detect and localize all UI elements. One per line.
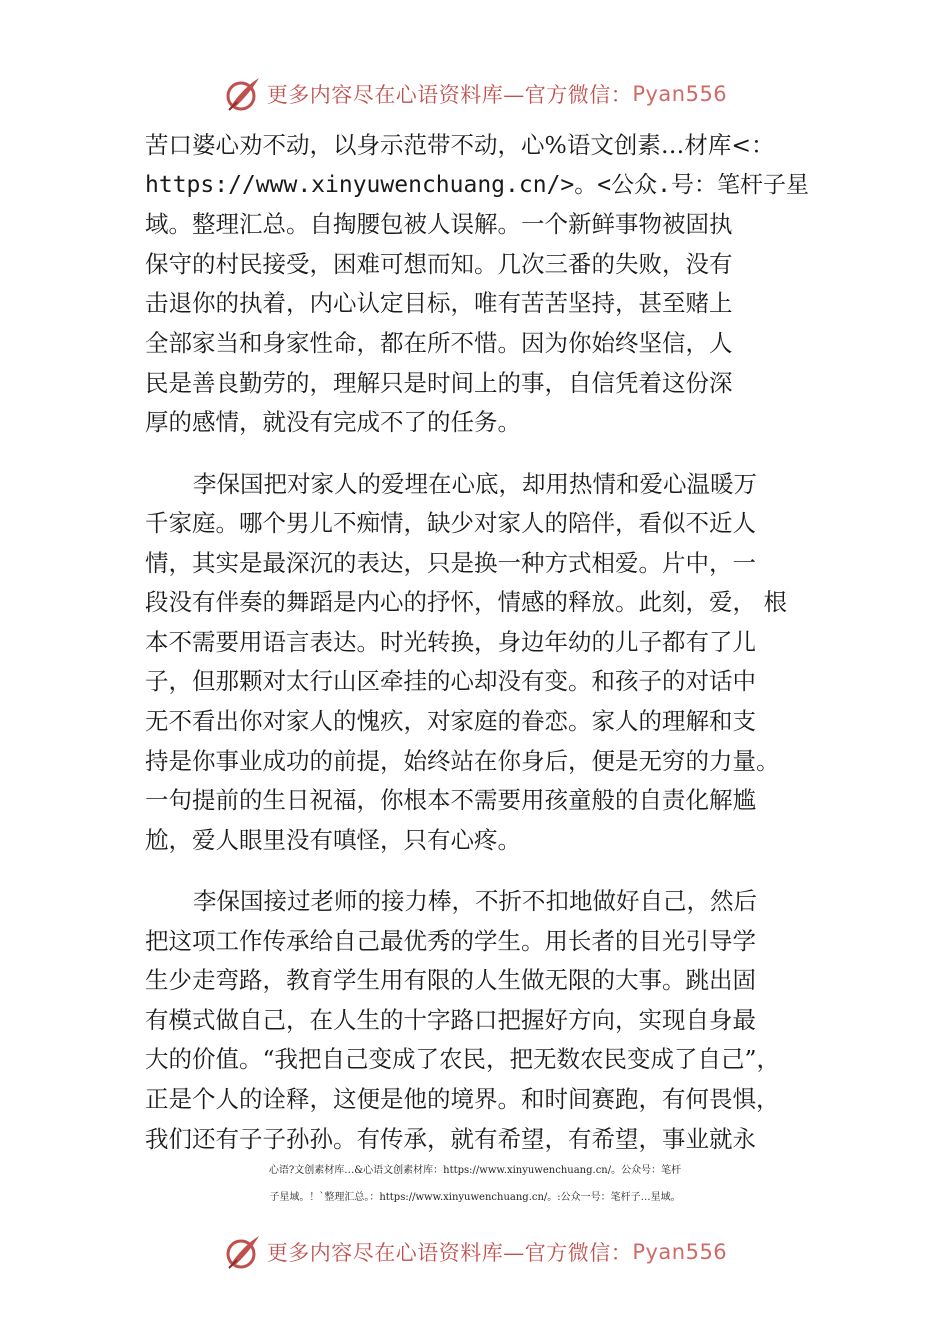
text-line: 有模式做自己，在人生的十字路口把握好方向，实现自身最 (145, 1006, 756, 1034)
text-line: 生少走弯路，教育学生用有限的人生做无限的大事。跳出固 (145, 966, 756, 994)
text-line: 击退你的执着，内心认定目标，唯有苦苦坚持，甚至赌上 (145, 289, 733, 317)
text-line: 全部家当和身家性命，都在所不惜。因为你始终坚信，人 (145, 329, 733, 357)
text-line: 一句提前的生日祝福，你根本不需要用孩童般的自责化解尴 (145, 786, 756, 814)
text-line: 情，其实是最深沉的表达，只是换一种方式相爱。片中，一 (145, 549, 756, 577)
text-line: 尬，爱人眼里没有嗔怪，只有心疼。 (145, 826, 521, 854)
paragraph-start: 李保国把对家人的爱埋在心底，却用热情和爱心温暖万 (193, 470, 757, 498)
text-line: 本不需要用语言表达。时光转换，身边年幼的儿子都有了儿 (145, 628, 756, 656)
text-line: 子，但那颗对太行山区牵挂的心却没有变。和孩子的对话中 (145, 667, 756, 695)
text-line: 苦口婆心劝不动，以身示范带不动，心%语文创素…材库<： (145, 131, 775, 159)
text-line: 保守的村民接受，困难可想而知。几次三番的失败，没有 (145, 250, 733, 278)
footer-note: 子星域。！`整理汇总。：https://www.xinyuwenchuang.cn/。:公众一号：笔杆子…星域。 (269, 1192, 681, 1203)
text-line: 千家庭。哪个男儿不痴情，缺少对家人的陪伴，看似不近人 (145, 509, 756, 537)
wechat-id: Pyan556 (632, 1240, 728, 1264)
text-line: 持是你事业成功的前提，始终站在你身后，便是无穷的力量。 (145, 747, 780, 775)
red-quill-logo-icon (223, 74, 263, 114)
text-line: 大的价值。“我把自己变成了农民，把无数农民变成了自己”， (145, 1045, 781, 1073)
text-line: 正是个人的诠释，这便是他的境界。和时间赛跑，有何畏惧， (145, 1085, 780, 1113)
text-line: 把这项工作传承给自己最优秀的学生。用长者的目光引导学 (145, 927, 756, 955)
text-line: 段没有伴奏的舞蹈是内心的抒怀，情感的释放。此刻，爱， 根 (145, 588, 787, 616)
text-line: 无不看出你对家人的愧疚，对家庭的眷恋。家人的理解和支 (145, 707, 756, 735)
text-line: 民是善良勤劳的，理解只是时间上的事，自信凭着这份深 (145, 369, 733, 397)
wechat-id: Pyan556 (632, 82, 728, 106)
text-line: https://www.xinyuwenchuang.cn/>。<公众.号：笔杆子星 (145, 172, 809, 198)
text-line: 域。整理汇总。自掏腰包被人误解。一个新鲜事物被固执 (145, 210, 733, 238)
banner-text: 更多内容尽在心语资料库—官方微信： (266, 83, 633, 107)
text-line: 我们还有子子孙孙。有传承，就有希望，有希望，事业就永 (145, 1125, 756, 1153)
paragraph-start: 李保国接过老师的接力棒，不折不扣地做好自己，然后 (193, 887, 757, 915)
red-quill-logo-icon (223, 1232, 263, 1272)
header-banner (0, 70, 950, 118)
banner-text: 更多内容尽在心语资料库—官方微信： (266, 1241, 633, 1265)
footer-note: 心语?文创素材库…&心语文创素材库：https://www.xinyuwenchuang.cn/。公众号：笔杆 (268, 1165, 682, 1176)
text-line: 厚的感情，就没有完成不了的任务。 (145, 408, 521, 436)
footer-banner (0, 1228, 950, 1276)
